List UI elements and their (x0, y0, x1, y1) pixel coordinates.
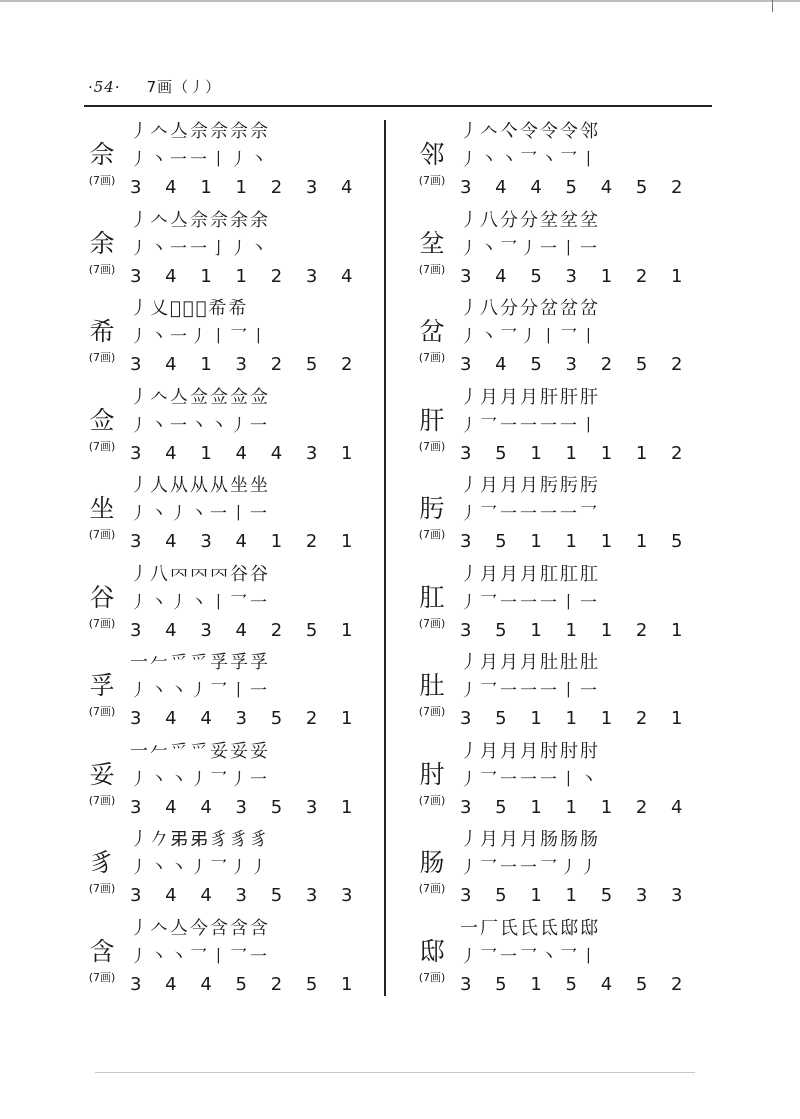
character: 肠 (419, 848, 445, 877)
stroke-shapes: 丿丶乛丿丨乛丨 (460, 327, 600, 347)
character: 余 (89, 228, 115, 258)
corner-tick-mark (772, 0, 773, 12)
character: 希 (89, 317, 115, 346)
character-entry (412, 474, 712, 560)
stroke-numbers: 3 4 5 3 1 2 1 (460, 265, 692, 287)
stroke-numbers: 3 5 1 1 1 2 1 (460, 708, 692, 729)
stroke-numbers: 3 4 4 3 5 3 3 (130, 885, 362, 906)
character: 肘 (419, 759, 445, 789)
character: 佥 (89, 405, 115, 435)
stroke-numbers: 3 4 4 3 5 3 1 (130, 796, 362, 818)
stroke-shapes: 丿丶丶乛丨乛一 (130, 946, 270, 967)
stroke-count-badge: (7画) (418, 174, 446, 187)
stroke-sequence: 一厂氏氏氐邸邸 (460, 917, 600, 939)
stroke-sequence: 丿月月月肝肝肝 (460, 386, 600, 408)
stroke-count-badge: (7画) (88, 970, 116, 984)
stroke-numbers: 3 5 1 1 1 1 2 (460, 442, 692, 464)
section-title: 7画（丿） (146, 78, 222, 96)
stroke-shapes: 丿丶一丶丶丿一 (130, 415, 270, 436)
stroke-shapes: 丿丶一丿丨乛丨 (130, 327, 270, 347)
stroke-shapes: 丿丶乛丿一丨一 (460, 238, 600, 259)
stroke-sequence: 丿月月月肟肟肟 (460, 475, 600, 496)
stroke-sequence: 丿月月月肚肚肚 (460, 652, 600, 673)
character: 含 (89, 936, 115, 966)
character-entry (412, 297, 712, 383)
character-entry (82, 828, 382, 914)
character-entry (82, 563, 382, 649)
column-divider (384, 120, 386, 996)
stroke-count-badge: (7画) (88, 705, 116, 718)
stroke-shapes: 丿丶丶丿乛丿一 (130, 769, 270, 790)
stroke-sequence: 丿𠆢亽令令令邻 (460, 121, 600, 142)
stroke-count-badge: (7画) (418, 439, 446, 453)
page-number: ·54· (88, 78, 121, 96)
stroke-sequence: 丿八𠔿𠔿𠔿谷谷 (130, 563, 270, 585)
top-border-line (0, 0, 800, 2)
character: 坌 (419, 228, 445, 258)
character: 豸 (89, 848, 115, 877)
stroke-numbers: 3 4 3 4 2 5 1 (130, 619, 362, 641)
stroke-shapes: 丿丶丶丿乛丿丿 (130, 858, 270, 878)
stroke-numbers: 3 4 1 4 4 3 1 (130, 442, 362, 464)
stroke-numbers: 3 4 4 3 5 2 1 (130, 708, 362, 729)
character-entry (82, 651, 382, 737)
bottom-scan-line (95, 1072, 695, 1073)
stroke-shapes: 丿乛一一一一乛 (460, 504, 600, 524)
stroke-shapes: 丿乛一一一一丨 (460, 415, 600, 436)
stroke-count-badge: (7画) (418, 528, 446, 541)
stroke-count-badge: (7画) (88, 351, 116, 364)
character-entry (82, 386, 382, 472)
stroke-shapes: 丿丶丿丶一丨一 (130, 504, 270, 524)
character: 肚 (419, 671, 445, 700)
stroke-numbers: 3 5 1 1 5 3 3 (460, 885, 692, 906)
stroke-shapes: 丿丶丶乛丶乛丨 (460, 150, 600, 170)
stroke-count-badge: (7画) (418, 616, 446, 630)
stroke-shapes: 丿乛一一乛丿丿 (460, 858, 600, 878)
stroke-count-badge: (7画) (418, 793, 446, 807)
stroke-numbers: 3 4 1 3 2 5 2 (130, 354, 362, 375)
stroke-sequence: 丿乂𠂭𠂭𢁫希希 (130, 298, 249, 319)
stroke-numbers: 3 4 3 4 1 2 1 (130, 531, 362, 552)
stroke-numbers: 3 4 5 3 2 5 2 (460, 354, 692, 375)
stroke-sequence: 一𠂉爫爫妥妥妥 (130, 740, 270, 762)
stroke-shapes: 丿丶丶丿乛丨一 (130, 681, 270, 701)
character: 岔 (419, 317, 445, 346)
stroke-sequence: 丿𠆢亼佘佘余余 (130, 209, 270, 231)
stroke-count-badge: (7画) (88, 793, 116, 807)
stroke-numbers: 3 5 1 1 1 2 4 (460, 796, 692, 818)
character: 谷 (89, 582, 115, 612)
stroke-count-badge: (7画) (88, 616, 116, 630)
stroke-shapes: 丿丶丿丶丨乛一 (130, 592, 270, 613)
stroke-count-badge: (7画) (88, 882, 116, 895)
character-entry (82, 474, 382, 560)
stroke-shapes: 丿丶一一亅丿丶 (130, 238, 270, 259)
stroke-sequence: 丿八分分岔岔岔 (460, 298, 600, 319)
character: 邻 (419, 140, 445, 169)
stroke-shapes: 丿乛一乛丶乛丨 (460, 946, 600, 967)
stroke-numbers: 3 5 1 1 1 1 5 (460, 531, 692, 552)
stroke-numbers: 3 5 1 1 1 2 1 (460, 619, 692, 641)
stroke-count-badge: (7画) (418, 882, 446, 895)
stroke-shapes: 丿乛一一一丨丶 (460, 769, 600, 790)
character: 孚 (89, 671, 115, 700)
stroke-count-badge: (7画) (88, 174, 116, 187)
stroke-count-badge: (7画) (88, 528, 116, 541)
header-rule (84, 105, 712, 107)
stroke-sequence: 丿𠆢亼佘佘佘佘 (130, 121, 270, 142)
page-header (88, 76, 221, 97)
character-entry (412, 120, 712, 206)
stroke-count-badge: (7画) (88, 262, 116, 276)
character-entry (82, 297, 382, 383)
stroke-count-badge: (7画) (418, 262, 446, 276)
stroke-numbers: 3 4 4 5 2 5 1 (130, 973, 362, 995)
stroke-sequence: 丿月月月肘肘肘 (460, 740, 600, 762)
stroke-shapes: 丿丶一一丨丿丶 (130, 150, 270, 170)
character-entry (412, 386, 712, 472)
stroke-count-badge: (7画) (418, 705, 446, 718)
stroke-count-badge: (7画) (418, 970, 446, 984)
character-entry (412, 917, 712, 1003)
character: 肛 (419, 582, 445, 612)
character: 坐 (89, 494, 115, 523)
character-entry (412, 209, 712, 295)
stroke-sequence: 一𠂉爫爫孚孚孚 (130, 652, 270, 673)
stroke-numbers: 3 4 4 5 4 5 2 (460, 177, 692, 198)
stroke-sequence: 丿月月月肠肠肠 (460, 829, 600, 850)
character-entry (412, 828, 712, 914)
stroke-count-badge: (7画) (88, 439, 116, 453)
stroke-numbers: 3 4 1 1 2 3 4 (130, 265, 362, 287)
character-entry (412, 740, 712, 826)
stroke-count-badge: (7画) (418, 351, 446, 364)
stroke-numbers: 3 5 1 5 4 5 2 (460, 973, 692, 995)
character: 妥 (89, 759, 115, 789)
stroke-shapes: 丿乛一一一丨一 (460, 592, 600, 613)
stroke-sequence: 丿𠆢亼今含含含 (130, 917, 270, 939)
stroke-sequence: 丿人从从从坐坐 (130, 475, 270, 496)
character-entry (82, 740, 382, 826)
character-entry (82, 209, 382, 295)
stroke-sequence: 丿八分分坌坌坌 (460, 209, 600, 231)
stroke-sequence: 丿月月月肛肛肛 (460, 563, 600, 585)
character-entry (412, 563, 712, 649)
character: 佘 (89, 140, 115, 169)
character: 邸 (419, 936, 445, 966)
character-entry (82, 120, 382, 206)
character-entry (82, 917, 382, 1003)
character-entry (412, 651, 712, 737)
character: 肝 (419, 405, 445, 435)
character: 肟 (419, 494, 445, 523)
stroke-sequence: 丿𠂊𢎨𢎨豸豸豸 (130, 829, 270, 850)
stroke-sequence: 丿𠆢亼佥佥佥佥 (130, 386, 270, 408)
stroke-shapes: 丿乛一一一丨一 (460, 681, 600, 701)
stroke-numbers: 3 4 1 1 2 3 4 (130, 177, 362, 198)
